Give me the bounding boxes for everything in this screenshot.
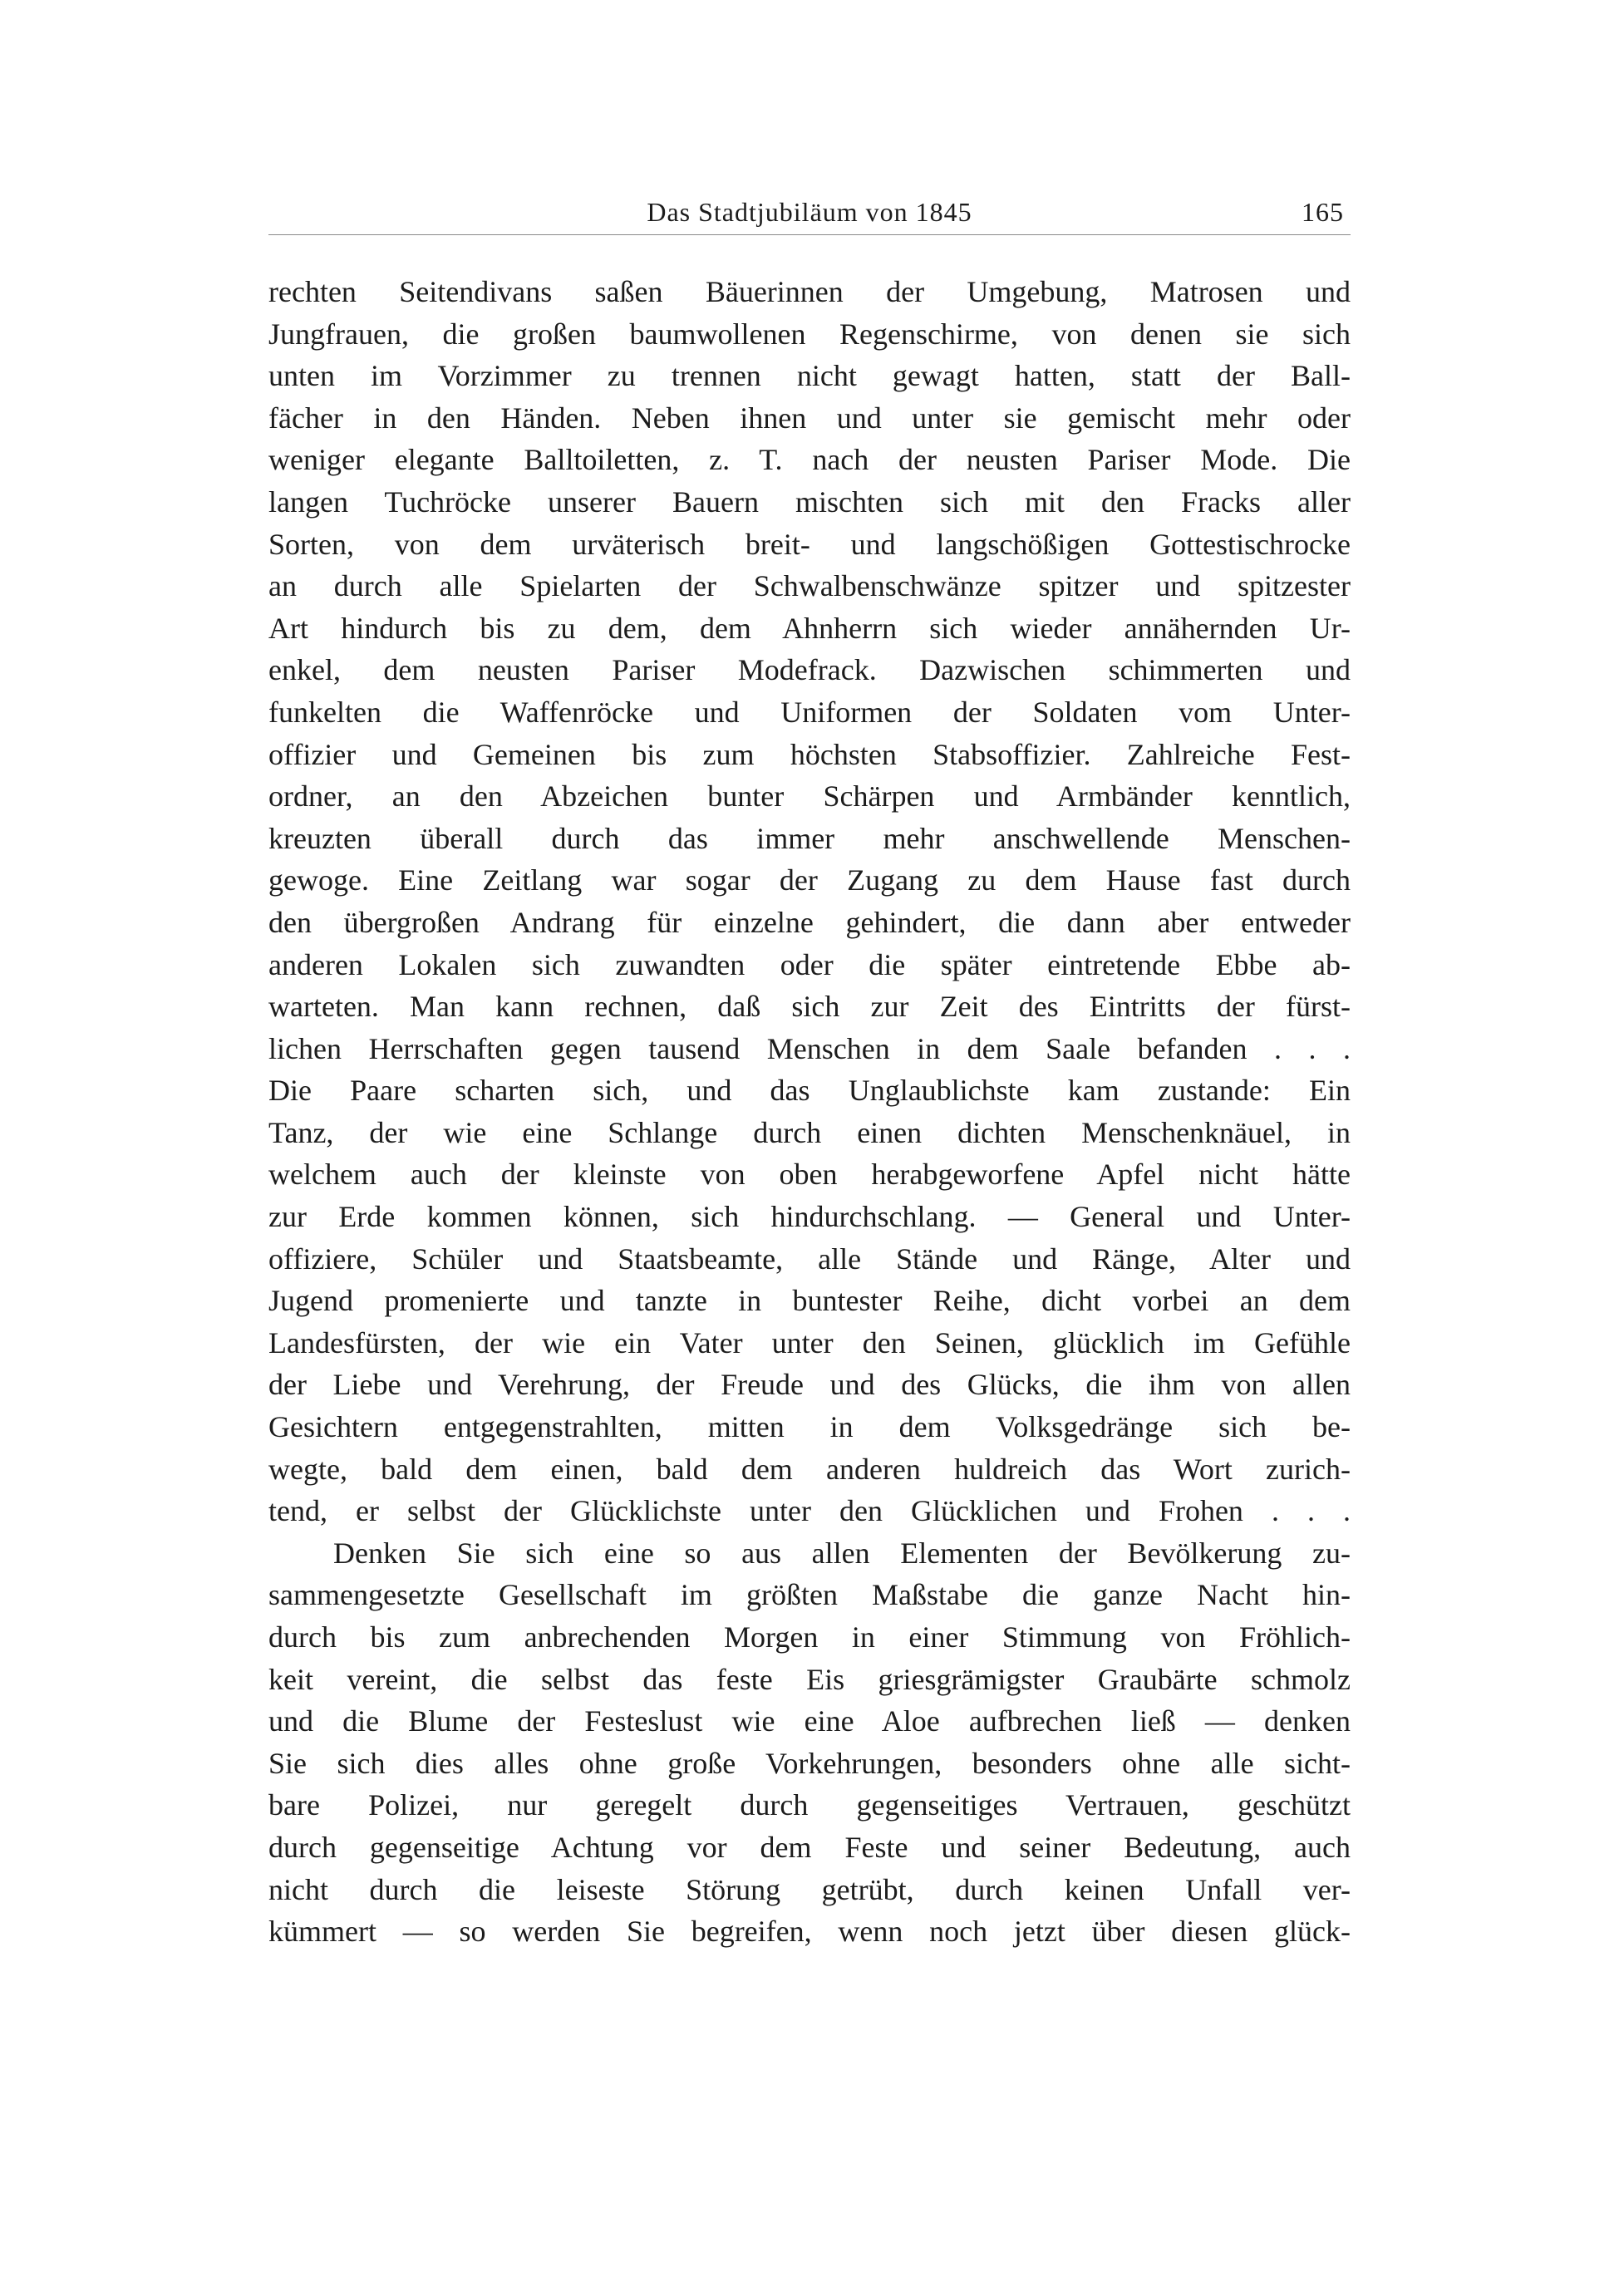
text-line: durch gegenseitige Achtung vor dem Feste und seiner Bedeutung, auch	[268, 1830, 1351, 1864]
text-line: und die Blume der Festeslust wie eine Aloe aufbrechen ließ — denken	[268, 1704, 1351, 1738]
text-line: unten im Vorzimmer zu trennen nicht gewagt hatten, statt der Ball-	[268, 359, 1351, 393]
text-line: tend, er selbst der Glücklichste unter den Glücklichen und Frohen . . .	[268, 1494, 1351, 1528]
running-head	[268, 187, 1351, 237]
running-title: Das Stadtjubiläum von 1845	[647, 197, 972, 227]
text-line: Art hindurch bis zu dem, dem Ahnherrn sich wieder annähernden Ur-	[268, 611, 1351, 645]
text-line: keit vereint, die selbst das feste Eis griesgrämigster Graubärte schmolz	[268, 1662, 1351, 1696]
paragraph-start-line: Denken Sie sich eine so aus allen Elementen der Bevölkerung zu-	[333, 1536, 1351, 1570]
text-line: Sorten, von dem urväterisch breit- und langschößigen Gottestischrocke	[268, 527, 1351, 561]
text-line: Sie sich dies alles ohne große Vorkehrungen, besonders ohne alle sicht-	[268, 1746, 1351, 1780]
text-line: welchem auch der kleinste von oben herabgeworfene Apfel nicht hätte	[268, 1158, 1351, 1192]
body-text	[268, 271, 1351, 1953]
text-line: langen Tuchröcke unserer Bauern mischten sich mit den Fracks aller	[268, 484, 1351, 519]
text-line: funkelten die Waffenröcke und Uniformen der Soldaten vom Unter-	[268, 695, 1351, 729]
text-line: sammengesetzte Gesellschaft im größten Maßstabe die ganze Nacht hin-	[268, 1578, 1351, 1612]
text-line: der Liebe und Verehrung, der Freude und des Glücks, die ihm von allen	[268, 1368, 1351, 1402]
text-line: Landesfürsten, der wie ein Vater unter den Seinen, glücklich im Gefühle	[268, 1325, 1351, 1359]
text-line: Jugend promenierte und tanzte in buntester Reihe, dicht vorbei an dem	[268, 1284, 1351, 1318]
header-rule	[268, 234, 1351, 235]
text-line: rechten Seitendivans saßen Bäuerinnen der Umgebung, Matrosen und	[268, 275, 1351, 308]
text-line: Die Paare scharten sich, und das Unglaublichste kam zustande: Ein	[268, 1074, 1351, 1108]
text-line: nicht durch die leiseste Störung getrübt, durch keinen Unfall ver-	[268, 1872, 1351, 1906]
text-line: zur Erde kommen können, sich hindurchschlang. — General und Unter-	[268, 1200, 1351, 1234]
text-line: Tanz, der wie eine Schlange durch einen dichten Menschenknäuel, in	[268, 1115, 1351, 1149]
text-line: ordner, an den Abzeichen bunter Schärpen und Armbänder kenntlich,	[268, 779, 1351, 814]
text-line: kreuzten überall durch das immer mehr anschwellende Menschen-	[268, 821, 1351, 855]
text-line: den übergroßen Andrang für einzelne gehindert, die dann aber entweder	[268, 905, 1351, 939]
text-line: fächer in den Händen. Neben ihnen und unter sie gemischt mehr oder	[268, 401, 1351, 435]
text-line: gewoge. Eine Zeitlang war sogar der Zugang zu dem Hause fast durch	[268, 863, 1351, 897]
text-line: warteten. Man kann rechnen, daß sich zur Zeit des Eintritts der fürst-	[268, 990, 1351, 1024]
text-line: durch bis zum anbrechenden Morgen in einer Stimmung von Fröhlich-	[268, 1620, 1351, 1654]
text-line: bare Polizei, nur geregelt durch gegenseitiges Vertrauen, geschützt	[268, 1788, 1351, 1822]
text-line: anderen Lokalen sich zuwandten oder die später eintretende Ebbe ab-	[268, 947, 1351, 981]
text-line: lichen Herrschaften gegen tausend Menschen in dem Saale befanden . . .	[268, 1031, 1351, 1065]
text-line: Jungfrauen, die großen baumwollenen Regenschirme, von denen sie sich	[268, 317, 1351, 351]
text-line: offizier und Gemeinen bis zum höchsten Stabsoffizier. Zahlreiche Fest-	[268, 737, 1351, 771]
text-line: wegte, bald dem einen, bald dem anderen huldreich das Wort zurich-	[268, 1452, 1351, 1486]
page-number: 165	[1302, 197, 1344, 227]
text-line: weniger elegante Balltoiletten, z. T. nach der neusten Pariser Mode. Die	[268, 443, 1351, 477]
text-line: kümmert — so werden Sie begreifen, wenn noch jetzt über diesen glück-	[268, 1915, 1351, 1949]
text-line: Gesichtern entgegenstrahlten, mitten in dem Volksgedränge sich be-	[268, 1410, 1351, 1444]
text-line: offiziere, Schüler und Staatsbeamte, alle Stände und Ränge, Alter und	[268, 1241, 1351, 1276]
text-line: an durch alle Spielarten der Schwalbenschwänze spitzer und spitzester	[268, 569, 1351, 603]
text-line: enkel, dem neusten Pariser Modefrack. Dazwischen schimmerten und	[268, 653, 1351, 687]
